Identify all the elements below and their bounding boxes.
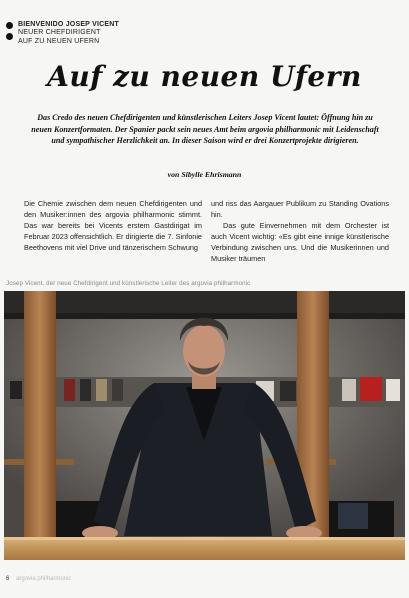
article-lead: Das Credo des neuen Chefdirigenten und künstlerischen Leiters Josep Vicent lautet: Öffnung hin zu neuen Konzertformaten. Der Spanier packt sein neues Amt beim argovia philharmonic mit Leidenschaft und sympathischer Herzlichkeit an. In dieser Saison wird er drei Konzertprojekte dirigieren. bbox=[31, 113, 379, 145]
photo-caption: Josep Vicent, der neue Chefdirigent und künstlerische Leiter des argovia philharmonic bbox=[6, 280, 251, 287]
body-column-left bbox=[24, 198, 202, 253]
article-headline: Auf zu neuen Ufern bbox=[47, 60, 362, 93]
bullet-dot bbox=[6, 33, 13, 40]
kicker-line-3: AUF ZU NEUEN UFERN bbox=[18, 37, 100, 45]
publication-name: argovia philharmonic bbox=[16, 576, 72, 582]
kicker-line-1: BIENVENIDO JOSEP VICENT bbox=[18, 21, 119, 28]
kicker-bullets bbox=[6, 22, 13, 44]
photo-illustration bbox=[4, 291, 405, 560]
bullet-dot bbox=[6, 22, 13, 29]
kicker bbox=[18, 21, 119, 46]
conductor-photo bbox=[4, 291, 405, 560]
body-paragraph: Das gute Einvernehmen mit dem Orchester ist auch Vicent wichtig: «Es gibt eine innige künstlerische Verbindung zwischen uns. Und die Musikerinnen und Musiker träumen bbox=[211, 221, 389, 263]
page-number: 6 bbox=[6, 576, 10, 582]
body-column-right bbox=[211, 198, 389, 264]
body-paragraph: Die Chemie zwischen dem neuen Chefdirigenten und den Musiker:innen des argovia philharmonic stimmt. Das war bereits bei Vicents erstem Gastdirigat im Februar 2023 offensichtlich. Er dirigierte die 7. Sinfonie Beethovens mit viel Drive und tänzerischem Schwung bbox=[24, 199, 202, 252]
article-byline: von Sibylle Ehrismann bbox=[167, 170, 242, 179]
page-footer bbox=[6, 576, 71, 582]
body-paragraph: und riss das Aargauer Publikum zu Standing Ovations hin. bbox=[211, 199, 389, 219]
kicker-line-2: NEUER CHEFDIRIGENT bbox=[18, 29, 101, 37]
